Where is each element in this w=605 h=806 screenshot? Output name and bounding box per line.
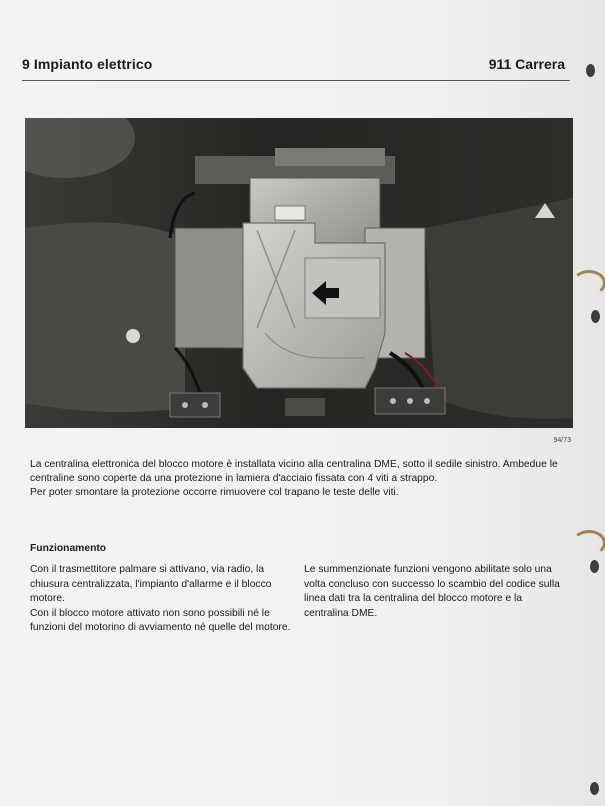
photo-illustration <box>25 118 573 428</box>
model-heading: 911 Carrera <box>488 56 565 72</box>
figure-reference: 94/73 <box>553 437 571 444</box>
intro-paragraph: Per poter smontare la protezione occorre rimuovere col trapano le teste delle viti. <box>30 487 399 498</box>
body-paragraph: Le summenzionate funzioni vengono abilitate solo una volta concluso con successo lo scambio del codice sulla linea dati tra la centralina del blocco motore e la centralina DME. <box>304 564 560 619</box>
header-rule <box>22 80 570 81</box>
body-paragraph: Con il blocco motore attivato non sono possibili né le funzioni del motorino di avviamento né quelle del motore. <box>30 607 291 633</box>
binder-ring <box>572 530 605 556</box>
intro-paragraph: La centralina elettronica del blocco motore è installata vicino alla centralina DME, sotto il sedile sinistro. Ambedue le centraline sono coperte da una protezione in lamiera d'acciaio fissata con 4 viti a strappo. <box>30 459 558 484</box>
binder-hole <box>590 782 599 795</box>
intro-text <box>30 458 570 500</box>
binder-hole <box>586 64 595 77</box>
binder-hole <box>591 310 600 323</box>
right-column <box>304 563 562 621</box>
chapter-heading: 9 Impianto elettrico <box>22 56 153 72</box>
body-paragraph: Con il trasmettitore palmare si attivano, via radio, la chiusura centralizzata, l'impianto d'allarme e il blocco motore. <box>30 564 272 604</box>
section-title: Funzionamento <box>30 543 107 554</box>
binder-hole <box>590 560 599 573</box>
left-column <box>30 563 295 636</box>
bleed-through-text <box>18 38 21 52</box>
binder-ring <box>572 270 605 296</box>
engine-control-unit-photo <box>25 118 573 428</box>
